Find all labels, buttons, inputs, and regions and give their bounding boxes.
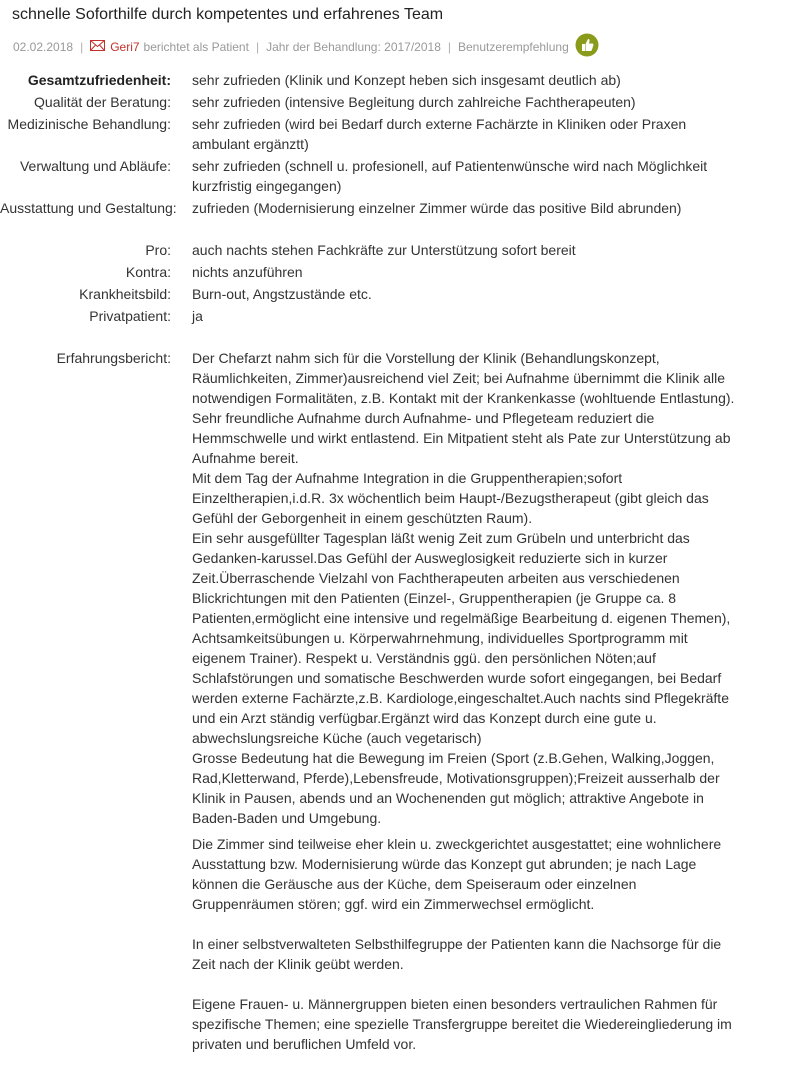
detail-label: Krankheitsbild: bbox=[79, 286, 171, 302]
envelope-icon[interactable] bbox=[90, 40, 105, 54]
review-title: schnelle Soforthilfe durch kompetentes und erfahrenes Team bbox=[12, 6, 444, 23]
detail-row-privatpatient bbox=[0, 306, 801, 326]
detail-row-krankheitsbild bbox=[0, 284, 801, 304]
experience-paragraph: Eigene Frauen- u. Männergruppen bieten einen besonders vertraulichen Rahmen für spezifische Themen; eine spezielle Transfergruppe bereitet die Wiedereingliederung im privaten und beruflichen Umfeld vor. bbox=[192, 996, 732, 1052]
rating-label: Verwaltung und Abläufe: bbox=[19, 158, 171, 174]
separator: | bbox=[255, 39, 260, 54]
detail-label: Pro: bbox=[145, 242, 171, 258]
recommendation-label: Benutzerempfehlung bbox=[458, 39, 569, 54]
experience-paragraph: Der Chefarzt nahm sich für die Vorstellung der Klinik (Behandlungskonzept, Räumlichkeiten, Zimmer)ausreichend viel Zeit; bei Aufnahme übernimmt die Klinik alle notwendigen Formalitäten, z.B. Kontakt mit der Krankenkasse (wohltuende Entlastung). Sehr freundliche Aufnahme durch Aufnahme- und Pflegeteam reduziert die Hemmschwelle und wirkt entlastend. Ein Mitpatient steht als Pate zur Unterstützung ab Aufnahme bereit. Mit dem Tag der Aufnahme Integration in die Gruppentherapien;sofort Einzeltherapien,i.d.R. 3x wöchentlich beim Haupt-/Bezugstherapeut (gibt gleich das Gefühl der Geborgenheit in einem geschützten Raum). Ein sehr ausgefüllter Tagesplan läßt wenig Zeit zum Grübeln und unterbricht das Gedanken-karussel.Das Gefühl der Ausweglosigkeit reduzierte sich in kurzer Zeit.Überraschende Vielzahl von Fachtherapeuten arbeiten aus verschiedenen Blickrichtungen mit den Patienten (Einzel-, Gruppentherapien (je Gruppe ca. 8 Patienten,ermöglicht eine intensive und regelmäßige Bearbeitung d. eigenen Themen), Achtsamkeitsübungen u. Körperwahrnehmung, individuelles Sportprogramm mit eigenem Trainer). Respekt u. Verständnis ggü. den persönlichen Nöten;auf Schlafstörungen und somatische Beschwerden wurde sofort eingegangen, bei Bedarf werden externe Fachärzte,z.B. Kardiologe,eingeschaltet.Auch nachts sind Pflegekräfte und ein Arzt ständig verfügbar.Ergänzt wird das Konzept durch eine gute u. abwechslungsreiche Küche (auch vegetarisch) Grosse Bedeutung hat die Bewegung im Freien (Sport (z.B.Gehen, Walking,Joggen, Rad,Kletterwand, Pferde),Lebensfreude, Motivationsgruppen);Freizeit ausserhalb der Klinik in Pausen, abends und an Wochenenden gut möglich; attraktive Angebote in Baden-Baden und Umgebung. bbox=[192, 350, 735, 826]
reported-as: berichtet als Patient bbox=[143, 39, 249, 54]
separator: | bbox=[447, 39, 451, 54]
review-details bbox=[0, 70, 801, 1056]
rating-row bbox=[0, 156, 801, 196]
detail-label: Privatpatient: bbox=[89, 308, 171, 324]
rating-value: sehr zufrieden (Klinik und Konzept heben sich insgesamt deutlich ab) bbox=[192, 72, 621, 88]
author-link[interactable]: Geri7 bbox=[110, 39, 140, 54]
thumbs-up-icon bbox=[575, 33, 599, 60]
rating-label: Medizinische Behandlung: bbox=[7, 116, 171, 132]
rating-label: Gesamtzufriedenheit: bbox=[27, 72, 171, 88]
experience-label: Erfahrungsbericht: bbox=[56, 350, 171, 366]
rating-value: sehr zufrieden (schnell u. profesionell, auf Patientenwünsche wird nach Möglichkeit kurzfristig eingegangen) bbox=[192, 158, 708, 194]
rating-row bbox=[0, 198, 801, 218]
review-meta bbox=[13, 33, 599, 60]
experience-row bbox=[0, 348, 801, 1054]
experience-paragraph: In einer selbstverwalteten Selbsthilfegruppe der Patienten kann die Nachsorge für die Zeit nach der Klinik geübt werden. bbox=[192, 936, 722, 972]
experience-paragraph: Die Zimmer sind teilweise eher klein u. zweckgerichtet ausgestattet; eine wohnlichere Ausstattung bzw. Modernisierung würde das Konzept gut abrunden; je nach Lage können die Geräusche aus der Küche, dem Speiseraum oder einzelnen Gruppenräumen stören; ggf. wird ein Zimmerwechsel ermöglicht. bbox=[192, 836, 722, 912]
detail-value: ja bbox=[192, 308, 203, 324]
experience-text bbox=[192, 348, 737, 1054]
rating-row bbox=[0, 114, 801, 154]
detail-value: nichts anzuführen bbox=[192, 264, 303, 280]
detail-row-pro bbox=[0, 240, 801, 260]
rating-row bbox=[0, 92, 801, 112]
detail-row-kontra bbox=[0, 262, 801, 282]
detail-label: Kontra: bbox=[125, 264, 171, 280]
review-date: 02.02.2018 bbox=[13, 39, 74, 54]
rating-label: Ausstattung und Gestaltung: bbox=[0, 200, 177, 216]
rating-value: sehr zufrieden (wird bei Bedarf durch externe Fachärzte in Kliniken oder Praxen ambulant ergänztt) bbox=[192, 116, 687, 152]
rating-label: Qualität der Beratung: bbox=[34, 94, 171, 110]
detail-value: auch nachts stehen Fachkräfte zur Unterstützung sofort bereit bbox=[192, 242, 576, 258]
rating-row bbox=[0, 70, 801, 90]
detail-value: Burn-out, Angstzustände etc. bbox=[192, 286, 372, 302]
separator: | bbox=[80, 39, 84, 54]
treatment-year: Jahr der Behandlung: 2017/2018 bbox=[266, 39, 441, 54]
rating-value: sehr zufrieden (intensive Begleitung durch zahlreiche Fachtherapeuten) bbox=[192, 94, 636, 110]
rating-value: zufrieden (Modernisierung einzelner Zimmer würde das positive Bild abrunden) bbox=[192, 200, 682, 216]
